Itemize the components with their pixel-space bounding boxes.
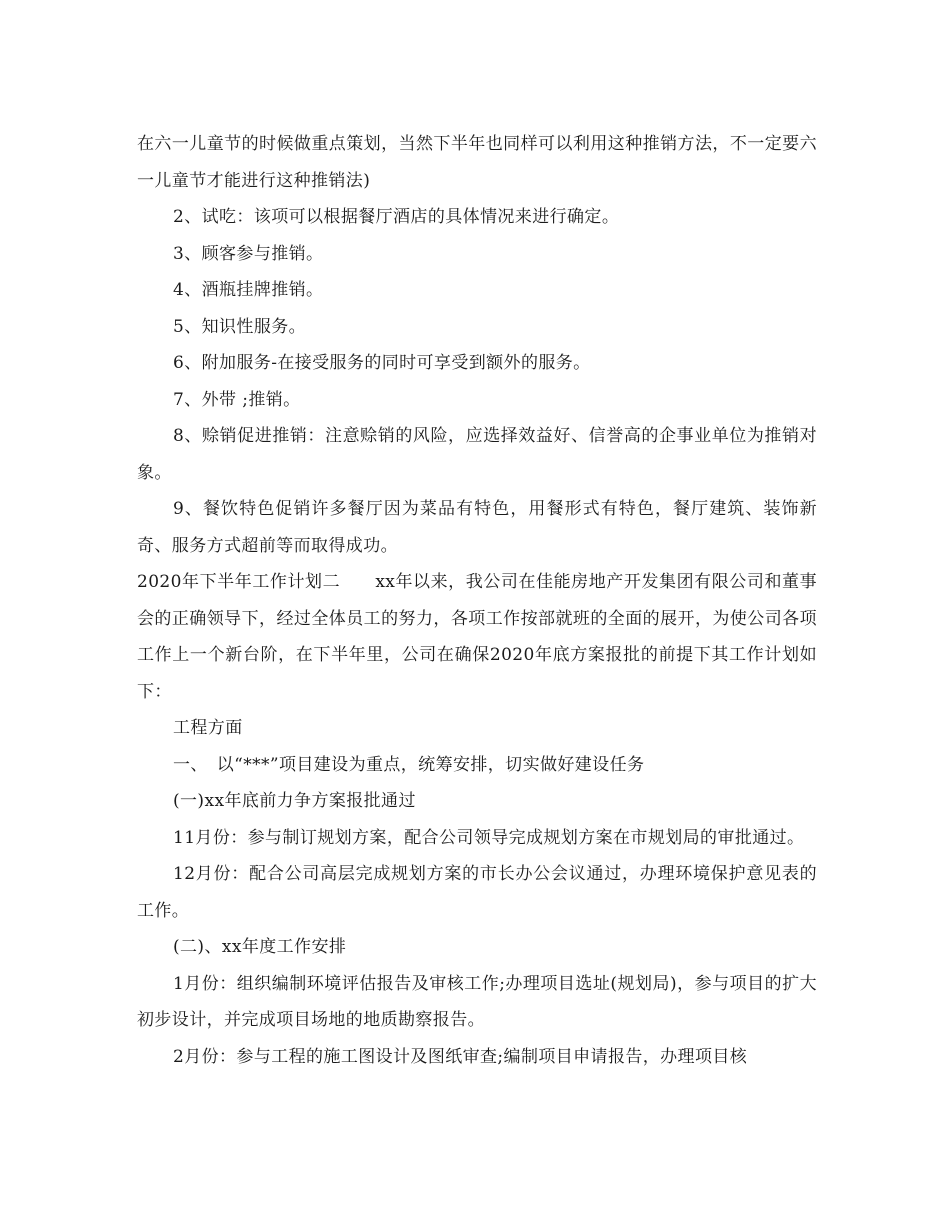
paragraph: (二)、xx年度工作安排 bbox=[173, 937, 347, 957]
paragraph: 6、附加服务-在接受服务的同时可享受到额外的服务。 bbox=[173, 353, 591, 373]
paragraph: 4、酒瓶挂牌推销。 bbox=[173, 280, 324, 300]
paragraph: 1月份：组织编制环境评估报告及审核工作;办理项目选址(规划局)，参与项目的扩大初步设计，并完成项目场地的地质勘察报告。 bbox=[137, 973, 817, 1030]
paragraph: 5、知识性服务。 bbox=[173, 316, 307, 337]
paragraph: 12月份：配合公司高层完成规划方案的市长办公会议通过，办理环境保护意见表的工作。 bbox=[137, 864, 817, 921]
paragraph: (一)xx年底前力争方案报批通过 bbox=[173, 791, 416, 811]
subsection-heading: 工程方面 bbox=[173, 718, 243, 738]
paragraph: 8、赊销促进推销：注意赊销的风险，应选择效益好、信誉高的企事业单位为推销对象。 bbox=[137, 426, 817, 483]
paragraph: 2月份：参与工程的施工图设计及图纸审查;编制项目申请报告，办理项目核 bbox=[173, 1046, 748, 1067]
paragraph: 2、试吃：该项可以根据餐厅酒店的具体情况来进行确定。 bbox=[173, 207, 620, 227]
document-body bbox=[137, 126, 817, 1075]
paragraph: 3、顾客参与推销。 bbox=[173, 243, 324, 264]
paragraph: 11月份：参与制订规划方案，配合公司领导完成规划方案在市规划局的审批通过。 bbox=[173, 827, 805, 848]
paragraph: 9、餐饮特色促销许多餐厅因为菜品有特色，用餐形式有特色，餐厅建筑、装饰新奇、服务方式超前等而取得成功。 bbox=[137, 499, 817, 556]
paragraph: 一、 以“***”项目建设为重点，统筹安排，切实做好建设任务 bbox=[173, 754, 645, 775]
paragraph: 在六一儿童节的时候做重点策划，当然下半年也同样可以利用这种推销方法，不一定要六一儿童节才能进行这种推销法) bbox=[137, 134, 817, 191]
section-heading-paragraph: 2020年下半年工作计划二 xx年以来，我公司在佳能房地产开发集团有限公司和董事会的正确领导下，经过全体员工的努力，各项工作按部就班的全面的展开，为使公司各项工作上一个新台阶，在下半年里，公司在确保2020年底方案报批的前提下其工作计划如下： bbox=[137, 572, 817, 702]
paragraph: 7、外带 ;推销。 bbox=[173, 389, 301, 410]
